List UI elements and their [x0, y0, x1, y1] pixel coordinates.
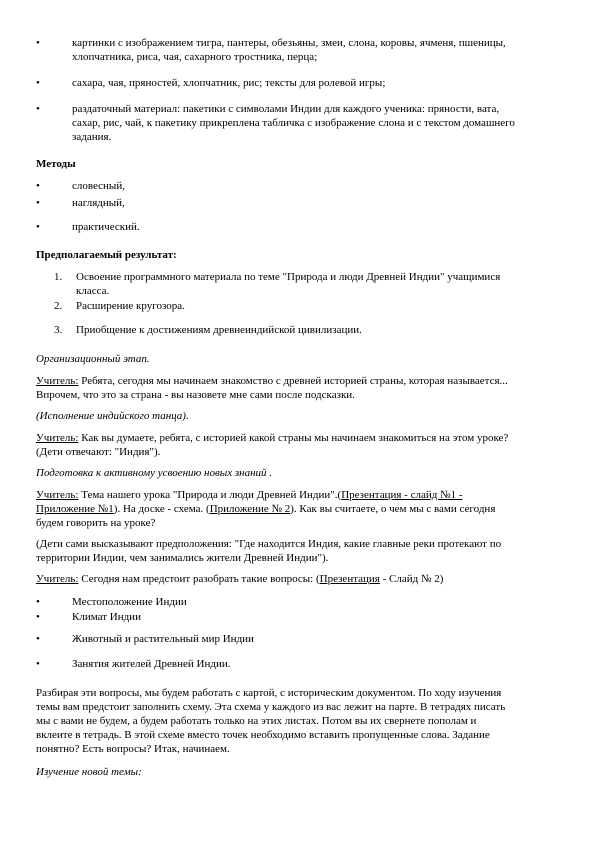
item-line: класса.	[76, 285, 110, 297]
stage-note: (Исполнение индийского танца).	[36, 410, 189, 422]
bullet-icon: •	[36, 197, 40, 209]
paragraph-text: будем говорить на уроке?	[36, 517, 156, 529]
paragraph-text: Как вы думаете, ребята, с историей какой страны мы начинаем знакомиться на этом уроке?	[78, 432, 509, 444]
stage-title: Подготовка к активному усвоению новых знаний .	[36, 467, 273, 479]
teacher-paragraph	[36, 572, 566, 586]
teacher-label: Учитель:	[36, 432, 79, 444]
paragraph-text: понятно? Есть вопросы? Итак, начинаем.	[36, 743, 230, 755]
list-item-text: наглядный,	[72, 197, 125, 209]
list-item-line: сахар, рис, чай, к пакетику прикреплена табличка с изображение слона и с текстом домашнего	[72, 117, 515, 129]
presentation-link[interactable]: Презентация	[319, 573, 380, 585]
bullet-icon: •	[36, 658, 40, 670]
paragraph-text: мы с вами не будем, а будем работать только на этих листах. Потом вы их свернете пополам и	[36, 715, 477, 727]
teacher-paragraph	[36, 431, 566, 459]
presentation-link[interactable]: Презентация - слайд №1 -	[341, 489, 463, 501]
paragraph-text: ). На доске - схема. (	[113, 503, 210, 515]
appendix-link[interactable]: Приложение № 2	[209, 503, 291, 515]
teacher-paragraph	[36, 488, 566, 530]
paragraph-text: Ребята, сегодня мы начинаем знакомство с древней историей страны, которая называется...	[78, 375, 508, 387]
bullet-icon: •	[36, 77, 40, 89]
stage-title: Изучение новой темы:	[36, 766, 142, 778]
paragraph-text: (Дети отвечают: "Индия").	[36, 446, 161, 458]
stage-title: Организационный этап.	[36, 353, 150, 365]
paragraph-text: - Слайд № 2)	[379, 573, 444, 585]
list-item-text: словесный,	[72, 180, 125, 192]
paragraph-text: (Дети сами высказывают предположения: "Где находится Индия, какие главные реки протекают по	[36, 538, 502, 550]
bullet-icon: •	[36, 596, 40, 608]
item-number: 2.	[54, 300, 63, 312]
paragraph-text: Разбирая эти вопросы, мы будем работать с картой, с историческим документом. По ходу изучения	[36, 687, 502, 699]
list-item-text: Занятия жителей Древней Индии.	[72, 658, 231, 670]
appendix-link[interactable]: Приложение №1	[36, 503, 114, 515]
result-heading: Предполагаемый результат:	[36, 249, 177, 261]
paragraph-text: темы вам предстоит заполнить схему. Эта схема у каждого из вас лежит на парте. В тетрадях писать	[36, 701, 506, 713]
bullet-icon: •	[36, 103, 40, 115]
list-item-text: Местоположение Индии	[72, 596, 187, 608]
paragraph-text: Сегодня нам предстоит разобрать такие вопросы: (	[78, 573, 320, 585]
list-item-line: хлопчатника, риса, чая, сахарного тростника, перца;	[72, 51, 318, 63]
methods-heading: Методы	[36, 158, 76, 170]
bullet-icon: •	[36, 37, 40, 49]
list-item-line: задания.	[72, 131, 112, 143]
paragraph-text: Впрочем, что это за страна - вы назовете мне сами после подсказки.	[36, 389, 355, 401]
list-item-line: сахара, чая, пряностей, хлопчатник, рис; тексты для ролевой игры;	[72, 77, 386, 89]
list-item-line: картинки с изображением тигра, пантеры, обезьяны, змеи, слона, коровы, ячменя, пшеницы,	[72, 37, 506, 49]
paragraph-text: вклеите в тетрадь. В этой схеме вместо точек необходимо вставить пропущенные слова. Задание	[36, 729, 490, 741]
paragraph-text: территории Индии, чем занимались жители Древней Индии").	[36, 552, 329, 564]
bullet-icon: •	[36, 221, 40, 233]
item-line: Освоение программного материала по теме "Природа и люди Древней Индии" учащимися	[76, 271, 501, 283]
item-number: 3.	[54, 324, 63, 336]
children-paragraph	[36, 537, 566, 565]
teacher-label: Учитель:	[36, 489, 79, 501]
paragraph-text: Тема нашего урока "Природа и люди Древней Индии".(	[78, 489, 342, 501]
teacher-label: Учитель:	[36, 375, 79, 387]
list-item-text: практический.	[72, 221, 140, 233]
item-number: 1.	[54, 271, 63, 283]
bullet-icon: •	[36, 611, 40, 623]
paragraph-text: ). Как вы считаете, о чем мы с вами сегодня	[290, 503, 496, 515]
explanation-paragraph	[36, 686, 566, 756]
list-item-text: Климат Индии	[72, 611, 141, 623]
item-line: Приобщение к достижениям древнеиндийской цивилизации.	[76, 324, 362, 336]
bullet-icon: •	[36, 180, 40, 192]
teacher-label: Учитель:	[36, 573, 79, 585]
list-item-line: раздаточный материал: пакетики с символами Индии для каждого ученика: пряности, вата,	[72, 103, 500, 115]
list-item-text: Животный и растительный мир Индии	[72, 633, 254, 645]
teacher-paragraph	[36, 374, 566, 402]
bullet-icon: •	[36, 633, 40, 645]
item-line: Расширение кругозора.	[76, 300, 185, 312]
